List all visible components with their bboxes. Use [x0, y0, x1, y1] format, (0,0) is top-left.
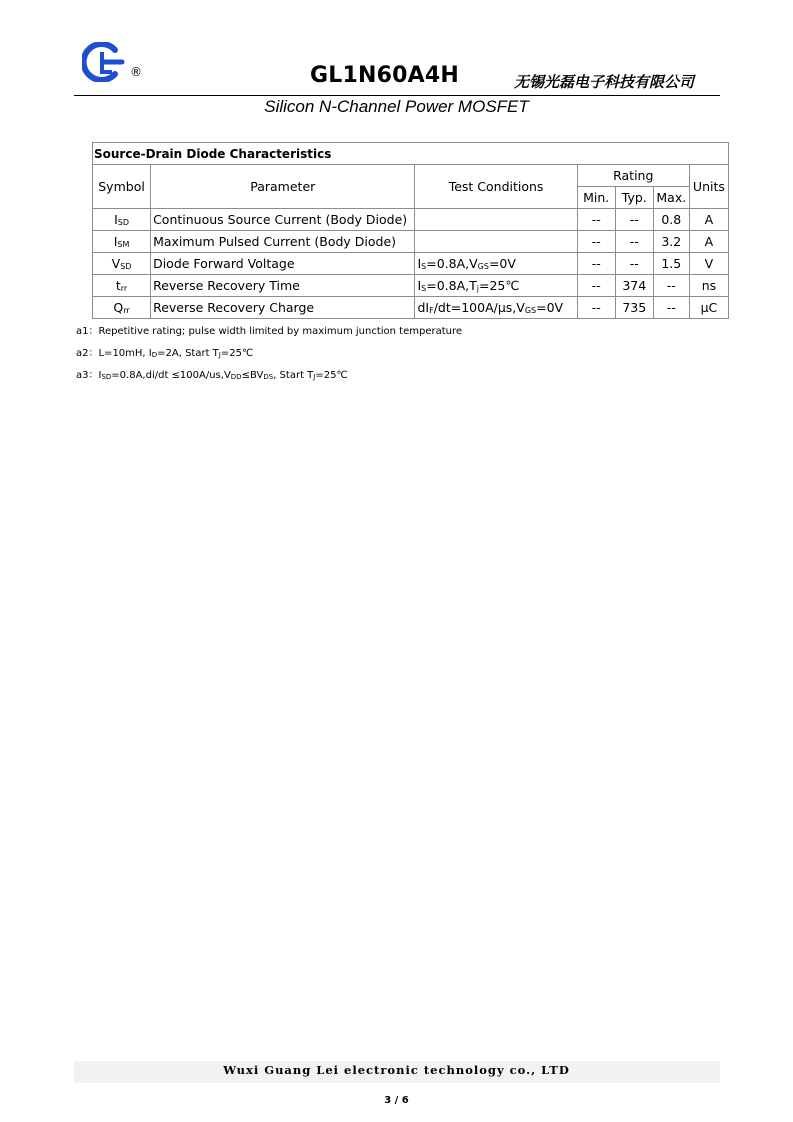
company-name-cn: 无锡光磊电子科技有限公司: [514, 73, 695, 91]
col-header-test-conditions: Test Conditions: [415, 165, 577, 209]
typ-cell: 374: [615, 275, 653, 297]
min-cell: --: [577, 253, 615, 275]
parameter-cell: Continuous Source Current (Body Diode): [151, 209, 415, 231]
col-header-typ: Typ.: [615, 187, 653, 209]
parameter-cell: Diode Forward Voltage: [151, 253, 415, 275]
col-header-rating: Rating: [577, 165, 689, 187]
diode-characteristics-table: [92, 142, 729, 319]
col-header-max: Max.: [653, 187, 689, 209]
footnote-a1: a1：Repetitive rating; pulse width limited by maximum junction temperature: [76, 326, 463, 337]
test-condition-cell: $I_S=0.8A,T_j=25℃$: [415, 275, 577, 297]
max-cell: 3.2: [653, 231, 689, 253]
registered-mark: ®: [130, 65, 142, 79]
units-cell: ns: [689, 275, 728, 297]
table-row: [93, 209, 729, 231]
test-condition-cell: $I_S=0.8A,V_{GS}=0V$: [415, 253, 577, 275]
col-header-units: Units: [689, 165, 728, 209]
units-cell: A: [689, 231, 728, 253]
footnote-a2: a2：L=10mH, $I_D=2A$, Start $T_J=25℃$: [76, 348, 254, 359]
min-cell: --: [577, 275, 615, 297]
section-title: Source-Drain Diode Characteristics: [93, 143, 729, 165]
gl-logo-icon: [84, 44, 122, 80]
min-cell: --: [577, 297, 615, 319]
units-cell: A: [689, 209, 728, 231]
units-cell: μC: [689, 297, 728, 319]
table-row: [93, 253, 729, 275]
header-rule: [74, 95, 720, 96]
col-header-symbol: Symbol: [93, 165, 151, 209]
page-subtitle: Silicon N-Channel Power MOSFET: [264, 97, 529, 116]
units-cell: V: [689, 253, 728, 275]
test-condition-cell: $dI_F/dt=100A/\mu s,V_{GS}=0V$: [415, 297, 577, 319]
typ-cell: --: [615, 209, 653, 231]
footer-company-name: Wuxi Guang Lei electronic technology co., LTD: [223, 1063, 570, 1077]
col-header-min: Min.: [577, 187, 615, 209]
typ-cell: --: [615, 253, 653, 275]
symbol-cell: $t_{rr}$: [93, 275, 151, 297]
min-cell: --: [577, 231, 615, 253]
table-row: [93, 275, 729, 297]
symbol-cell: $I_{SM}$: [93, 231, 151, 253]
test-condition-cell: [415, 209, 577, 231]
typ-cell: 735: [615, 297, 653, 319]
table-row: [93, 231, 729, 253]
max-cell: --: [653, 297, 689, 319]
section-row: [93, 143, 729, 165]
parameter-cell: Maximum Pulsed Current (Body Diode): [151, 231, 415, 253]
parameter-cell: Reverse Recovery Time: [151, 275, 415, 297]
table-row: [93, 297, 729, 319]
symbol-cell: $V_{SD}$: [93, 253, 151, 275]
max-cell: 1.5: [653, 253, 689, 275]
min-cell: --: [577, 209, 615, 231]
header-row-1: [93, 165, 729, 187]
symbol-cell: $Q_{rr}$: [93, 297, 151, 319]
max-cell: --: [653, 275, 689, 297]
max-cell: 0.8: [653, 209, 689, 231]
typ-cell: --: [615, 231, 653, 253]
part-number: GL1N60A4H: [310, 63, 459, 88]
company-logo: [82, 42, 126, 82]
footnote-a3: a3：$I_{SD}=0.8A,di/dt \le 100A/us,V_{DD}\le BV_{DS}$, Start $T_J=25℃$: [76, 370, 348, 381]
test-condition-cell: [415, 231, 577, 253]
parameter-cell: Reverse Recovery Charge: [151, 297, 415, 319]
page-number: 3 / 6: [384, 1095, 409, 1106]
symbol-cell: $I_{SD}$: [93, 209, 151, 231]
col-header-parameter: Parameter: [151, 165, 415, 209]
